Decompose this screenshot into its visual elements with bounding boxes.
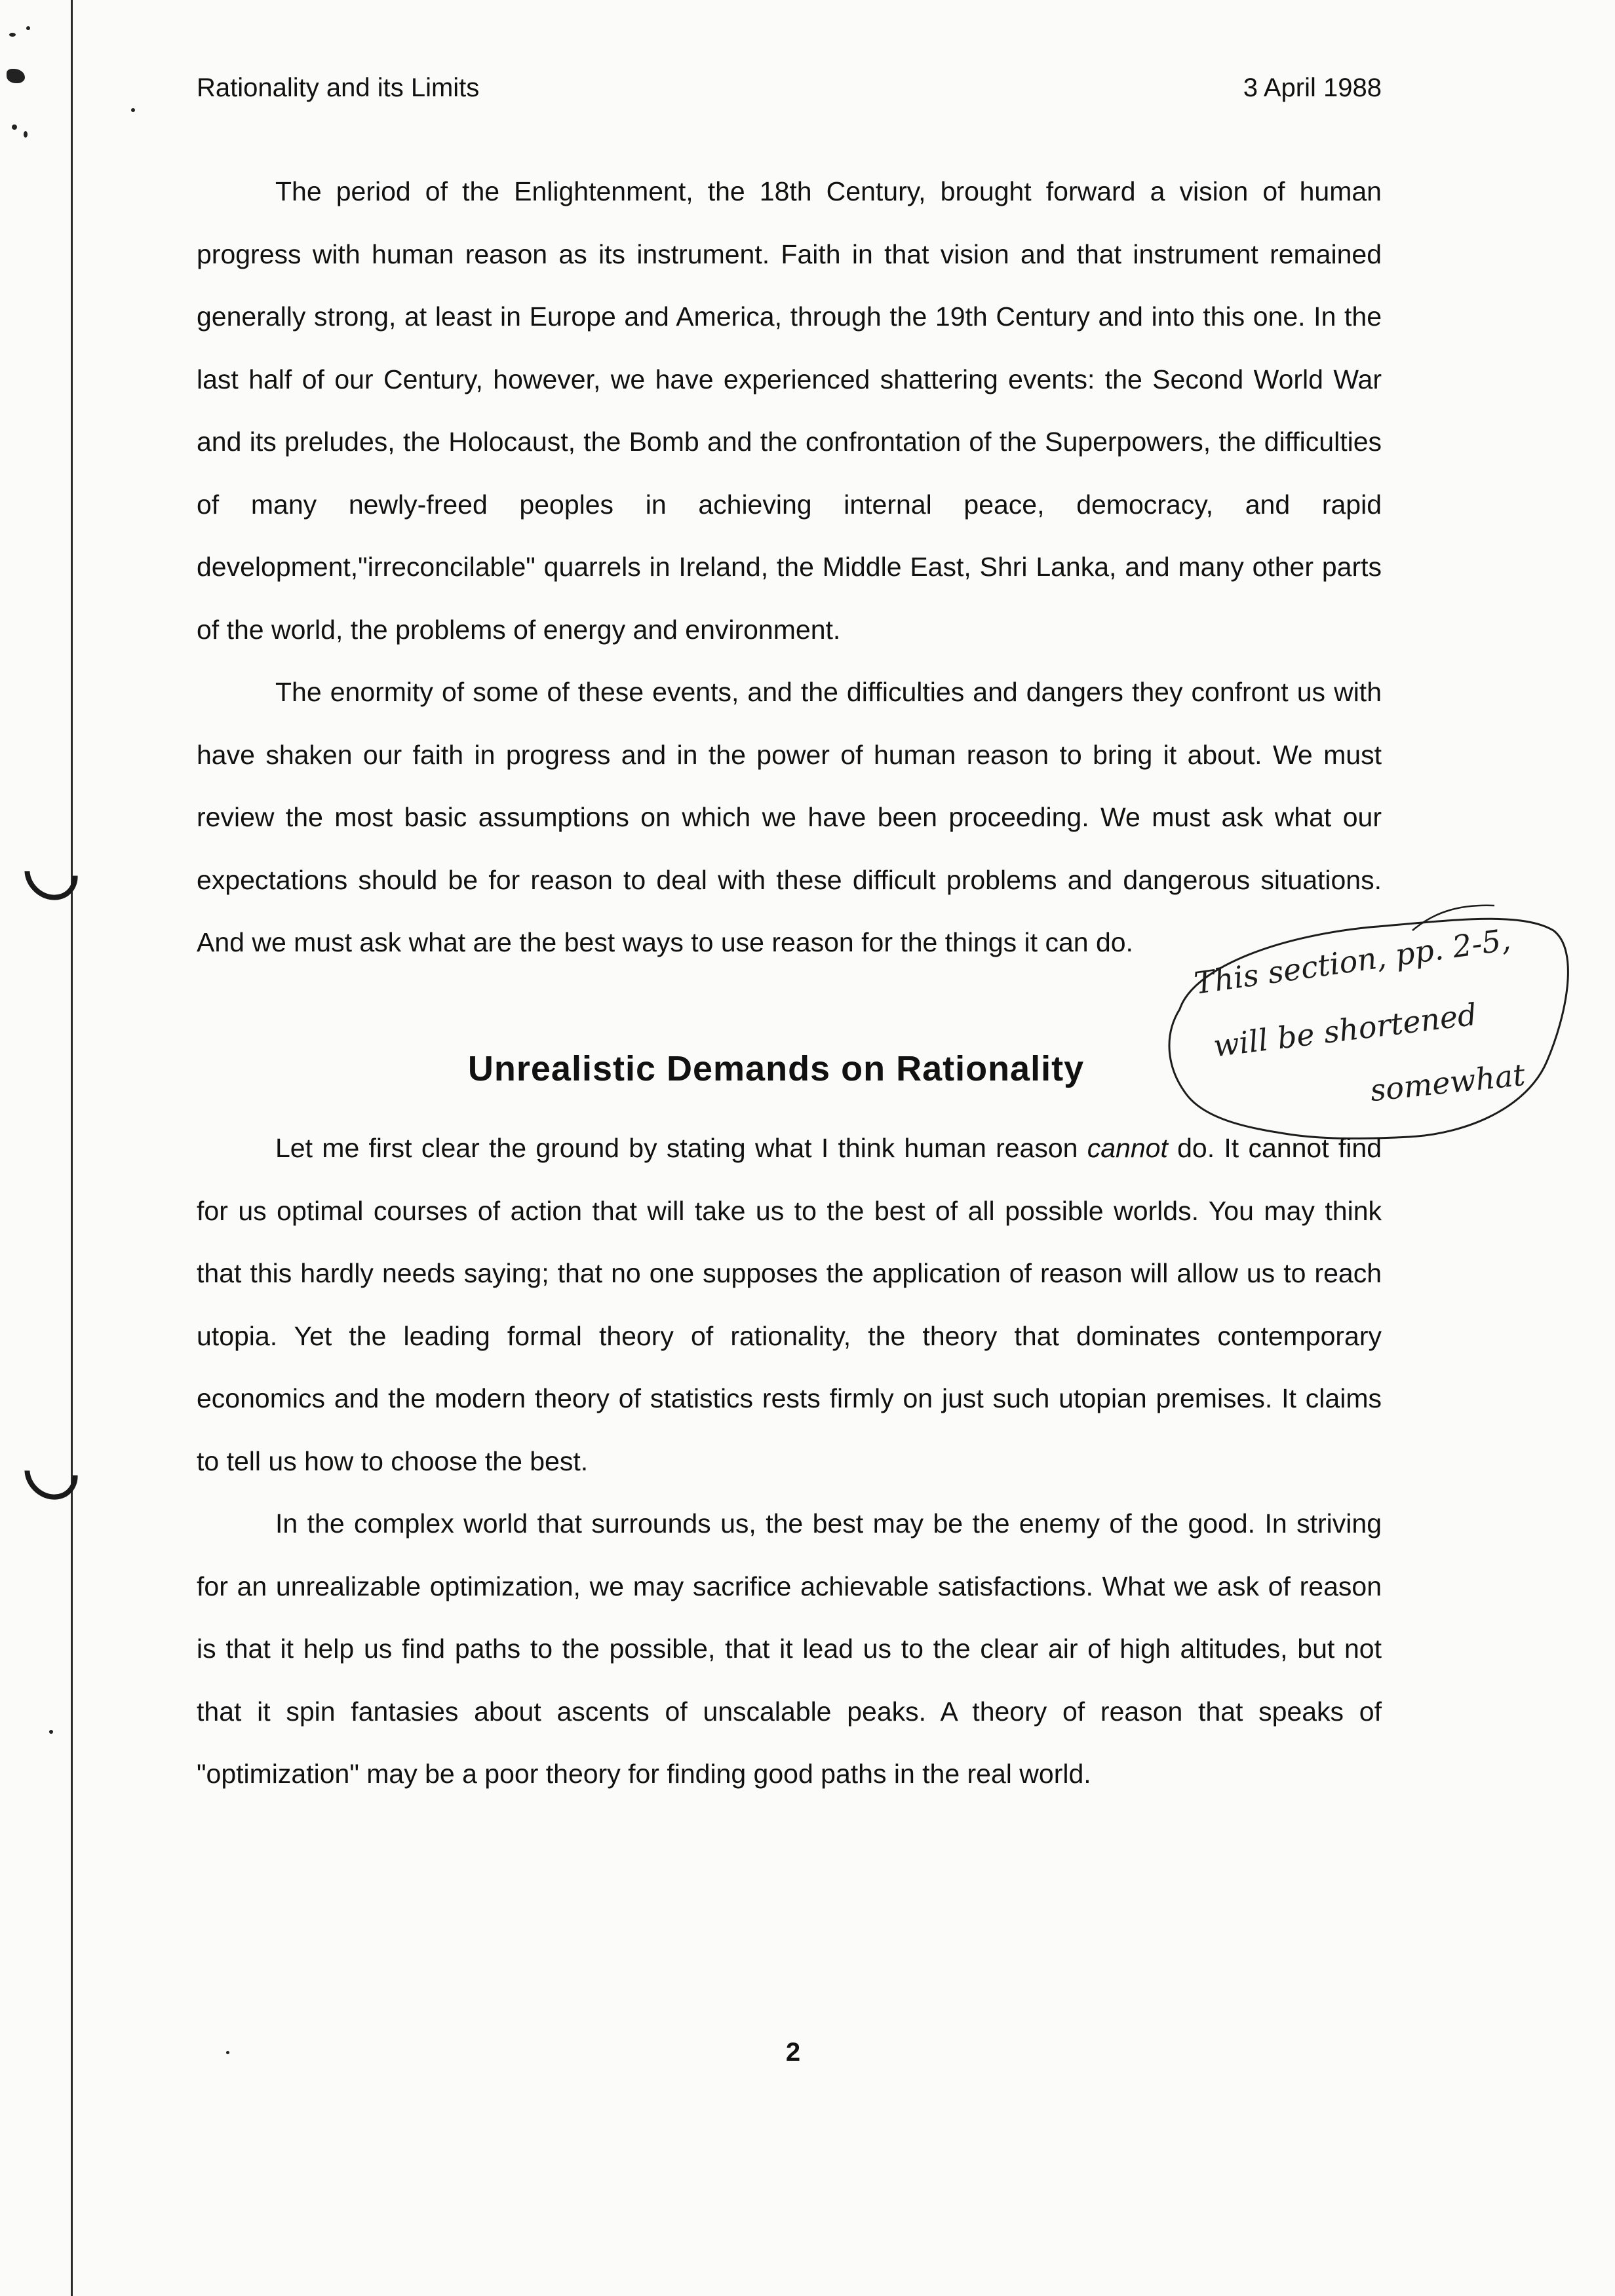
scan-speck <box>226 2051 229 2054</box>
document-title: Rationality and its Limits <box>197 73 480 102</box>
binder-hole-mark <box>14 1436 89 1511</box>
scan-speck <box>7 69 25 83</box>
paragraph <box>197 1117 1382 1493</box>
section-heading: Unrealistic Demands on Rationality <box>467 1049 1085 1088</box>
body-text-top <box>197 161 1382 974</box>
document-date: 3 April 1988 <box>1243 73 1382 102</box>
scan-speck <box>9 33 16 37</box>
paragraph-text: do. It cannot find for us optimal courses of action that will take us to the best of all possible worlds. You may think that this hardly needs saying; that no one supposes the application of reason will allow us to reach utopia. Yet the leading formal theory of rationality, the theory that dominates contemporary economics and the modern theory of statistics rests firmly on just such utopian premises. It claims to tell us how to choose the best. <box>197 1133 1382 1476</box>
paragraph-text: Let me first clear the ground by stating what I think human reason <box>275 1133 1087 1163</box>
emphasized-word: cannot <box>1087 1133 1168 1163</box>
scan-speck <box>49 1730 53 1734</box>
scan-speck <box>26 26 30 30</box>
annotation-line: somewhat <box>1368 1056 1527 1109</box>
paragraph: The period of the Enlightenment, the 18th Century, brought forward a vision of human progress with human reason as its instrument. Faith in that vision and that instrument remained generally strong, at least in Europe and America, through the 19th Century and into this one. In the last half of our Century, however, we have experienced shattering events: the Second World War and its preludes, the Holocaust, the Bomb and the confrontation of the Superpowers, the difficulties of many newly-freed peoples in achieving internal peace, democracy, and rapid development,"irreconcilable" quarrels in Ireland, the Middle East, Shri Lanka, and many other parts of the world, the problems of energy and environment. <box>197 176 1382 645</box>
paragraph: The enormity of some of these events, and the difficulties and dangers they confront us with have shaken our faith in progress and in the power of human reason to bring it about. We must review the most basic assumptions on which we have been proceeding. We must ask what our expectations should be for reason to deal with these difficult problems and dangerous situations. And we must ask what are the best ways to use reason for the things it can do. <box>197 677 1382 957</box>
annotation-line: This section, pp. 2-5, <box>1192 921 1513 1001</box>
paragraph: In the complex world that surrounds us, the best may be the enemy of the good. In striving for an unrealizable optimization, we may sacrifice achievable satisfactions. What we ask of reason is that it help us find paths to the possible, that it lead us to the clear air of high altitudes, but not that it spin fantasies about ascents of unscalable peaks. A theory of reason that speaks of "optimization" may be a poor theory for finding good paths in the real world. <box>197 1508 1382 1789</box>
page-number: 2 <box>785 2038 801 2067</box>
binder-edge-line <box>71 0 73 2296</box>
page-header <box>197 73 1382 113</box>
scan-speck <box>12 124 17 130</box>
scan-speck <box>24 131 28 138</box>
scan-speck <box>131 108 135 112</box>
body-text-bottom <box>197 1117 1382 1806</box>
binder-hole-mark <box>14 836 89 911</box>
annotation-line: will be shortened <box>1211 996 1479 1064</box>
